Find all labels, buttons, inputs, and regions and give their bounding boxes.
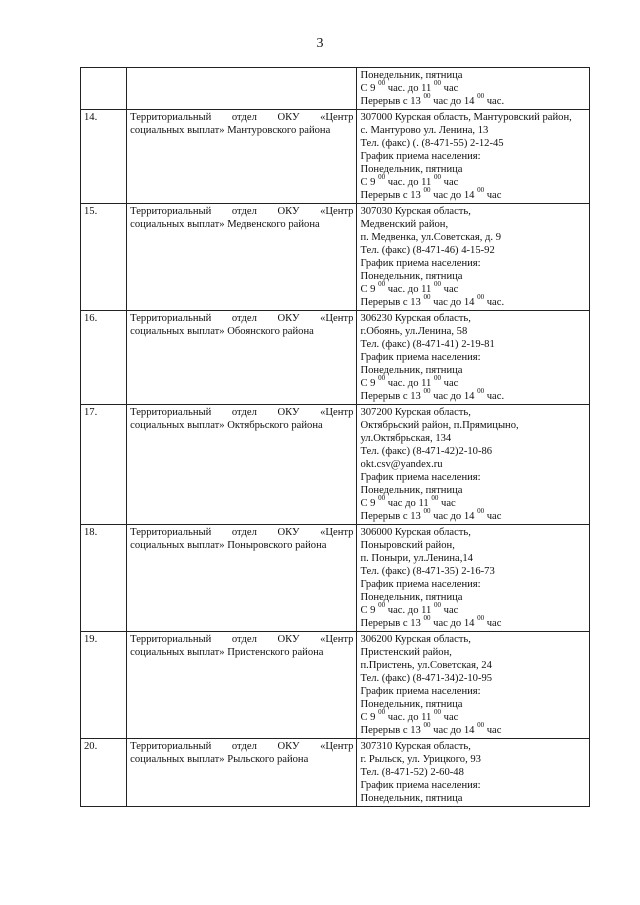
contact-line: Перерыв с 13 $^{00}$ час до 14 $^{00}$ час. <box>360 387 505 402</box>
superscript-minutes: 00 <box>477 507 485 516</box>
row-number: 14. <box>81 110 127 204</box>
contact-line: Тел. (факс) (8-471-46) 4-15-92 <box>360 245 495 256</box>
superscript-minutes: 00 <box>423 614 431 623</box>
office-contacts <box>357 204 590 311</box>
office-contacts <box>357 405 590 525</box>
contact-line: График приема населения: <box>360 258 481 269</box>
superscript-minutes: 00 <box>477 293 485 302</box>
superscript-minutes: 00 <box>434 708 441 717</box>
contact-line: Понедельник, пятница <box>360 485 463 496</box>
contact-line: Понедельник, пятница <box>360 793 463 804</box>
contact-line: С 9 $^{00}$ час. до 11 $^{00}$ час <box>360 79 459 94</box>
contact-line: п. Поныри, ул.Ленина,14 <box>360 553 473 564</box>
superscript-minutes: 00 <box>423 721 431 730</box>
contact-line: Октябрьский район, п.Прямицыно, <box>360 420 519 431</box>
superscript-minutes: 00 <box>423 387 431 396</box>
superscript-minutes: 00 <box>378 280 386 289</box>
row-number <box>81 68 127 110</box>
contact-line: С 9 $^{00}$ час. до 11 $^{00}$ час <box>360 374 459 389</box>
contact-line: 306230 Курская область, <box>360 313 471 324</box>
contact-line: Перерыв с 13 $^{00}$ час до 14 $^{00}$ час. <box>360 92 505 107</box>
contact-line: Понедельник, пятница <box>360 699 463 710</box>
contact-line: г. Рыльск, ул. Урицкого, 93 <box>360 754 481 765</box>
superscript-minutes: 00 <box>378 374 386 383</box>
contact-line: Тел. (8-471-52) 2-60-48 <box>360 767 464 778</box>
table-row <box>81 405 590 525</box>
superscript-minutes: 00 <box>477 721 485 730</box>
superscript-minutes: 00 <box>477 387 485 396</box>
superscript-minutes: 00 <box>477 614 485 623</box>
contact-line: С 9 $^{00}$ час. до 11 $^{00}$ час <box>360 173 459 188</box>
contact-line: 307030 Курская область, <box>360 206 471 217</box>
table-row <box>81 739 590 807</box>
contact-line: 306200 Курская область, <box>360 634 471 645</box>
table-row <box>81 525 590 632</box>
table-row <box>81 68 590 110</box>
contact-line: Поныровский район, <box>360 540 455 551</box>
contact-line: г.Обоянь, ул.Ленина, 58 <box>360 326 468 337</box>
office-name: Территориальный отдел ОКУ «Центр социальных выплат» Октябрьского района <box>127 405 357 525</box>
superscript-minutes: 00 <box>477 92 485 101</box>
contact-line: п. Медвенка, ул.Советская, д. 9 <box>360 232 502 243</box>
office-contacts <box>357 525 590 632</box>
table-row <box>81 110 590 204</box>
contact-line: График приема населения: <box>360 579 481 590</box>
contact-line: График приема населения: <box>360 472 481 483</box>
table-row <box>81 311 590 405</box>
contact-line: Тел. (факс) (8-471-35) 2-16-73 <box>360 566 495 577</box>
contact-line: График приема населения: <box>360 151 481 162</box>
superscript-minutes: 00 <box>434 173 441 182</box>
office-contacts <box>357 110 590 204</box>
superscript-minutes: 00 <box>378 79 386 88</box>
row-number: 18. <box>81 525 127 632</box>
contact-line: С 9 $^{00}$ час до 11 $^{00}$ час <box>360 494 456 509</box>
superscript-minutes: 00 <box>378 173 386 182</box>
contact-line: ул.Октябрьская, 134 <box>360 433 452 444</box>
row-number: 17. <box>81 405 127 525</box>
contact-line: Перерыв с 13 $^{00}$ час до 14 $^{00}$ час <box>360 507 502 522</box>
contact-line: График приема населения: <box>360 686 481 697</box>
office-name: Территориальный отдел ОКУ «Центр социальных выплат» Мантуровского района <box>127 110 357 204</box>
contact-line: 307000 Курская область, Мантуровский район, <box>360 112 572 123</box>
table-row <box>81 632 590 739</box>
row-number: 19. <box>81 632 127 739</box>
contact-line: Перерыв с 13 $^{00}$ час до 14 $^{00}$ час <box>360 186 502 201</box>
office-name <box>127 68 357 110</box>
contact-line: Тел. (факс) (. (8-471-55) 2-12-45 <box>360 138 504 149</box>
contact-line: Понедельник, пятница <box>360 365 463 376</box>
contact-line: Перерыв с 13 $^{00}$ час до 14 $^{00}$ час <box>360 721 502 736</box>
contact-line: п.Пристень, ул.Советская, 24 <box>360 660 492 671</box>
superscript-minutes: 00 <box>434 374 441 383</box>
office-name: Территориальный отдел ОКУ «Центр социальных выплат» Поныровского района <box>127 525 357 632</box>
contact-line: okt.csv@yandex.ru <box>360 459 443 470</box>
offices-table-body <box>81 68 590 807</box>
contact-line: Пристенский район, <box>360 647 452 658</box>
contact-line: Понедельник, пятница <box>360 271 463 282</box>
office-contacts <box>357 739 590 807</box>
office-contacts <box>357 311 590 405</box>
contact-line: с. Мантурово ул. Ленина, 13 <box>360 125 489 136</box>
contact-line: С 9 $^{00}$ час. до 11 $^{00}$ час <box>360 601 459 616</box>
superscript-minutes: 00 <box>477 186 485 195</box>
contact-line: Понедельник, пятница <box>360 70 463 81</box>
superscript-minutes: 00 <box>378 708 386 717</box>
contact-line: С 9 $^{00}$ час. до 11 $^{00}$ час <box>360 280 459 295</box>
contact-line: Перерыв с 13 $^{00}$ час до 14 $^{00}$ час. <box>360 293 505 308</box>
row-number: 20. <box>81 739 127 807</box>
superscript-minutes: 00 <box>431 494 439 503</box>
contact-line: 307310 Курская область, <box>360 741 471 752</box>
superscript-minutes: 00 <box>434 280 441 289</box>
office-name: Территориальный отдел ОКУ «Центр социальных выплат» Медвенского района <box>127 204 357 311</box>
superscript-minutes: 00 <box>423 186 431 195</box>
superscript-minutes: 00 <box>423 92 431 101</box>
contact-line: Тел. (факс) (8-471-34)2-10-95 <box>360 673 493 684</box>
superscript-minutes: 00 <box>423 507 431 516</box>
superscript-minutes: 00 <box>434 79 441 88</box>
contact-line: График приема населения: <box>360 352 481 363</box>
contact-line: График приема населения: <box>360 780 481 791</box>
contact-line: Понедельник, пятница <box>360 592 463 603</box>
page-number: 3 <box>316 36 324 51</box>
contact-line: Тел. (факс) (8-471-42)2-10-86 <box>360 446 493 457</box>
offices-table <box>80 67 590 807</box>
superscript-minutes: 00 <box>378 494 386 503</box>
contact-line: 306000 Курская область, <box>360 527 471 538</box>
superscript-minutes: 00 <box>378 601 386 610</box>
contact-line: С 9 $^{00}$ час. до 11 $^{00}$ час <box>360 708 459 723</box>
office-contacts <box>357 68 590 110</box>
office-name: Территориальный отдел ОКУ «Центр социальных выплат» Обоянского района <box>127 311 357 405</box>
contact-line: Перерыв с 13 $^{00}$ час до 14 $^{00}$ час <box>360 614 502 629</box>
office-contacts <box>357 632 590 739</box>
office-name: Территориальный отдел ОКУ «Центр социальных выплат» Рыльского района <box>127 739 357 807</box>
row-number: 15. <box>81 204 127 311</box>
superscript-minutes: 00 <box>423 293 431 302</box>
table-row <box>81 204 590 311</box>
contact-line: Понедельник, пятница <box>360 164 463 175</box>
row-number: 16. <box>81 311 127 405</box>
superscript-minutes: 00 <box>434 601 441 610</box>
contact-line: 307200 Курская область, <box>360 407 471 418</box>
contact-line: Медвенский район, <box>360 219 449 230</box>
contact-line: Тел. (факс) (8-471-41) 2-19-81 <box>360 339 495 350</box>
office-name: Территориальный отдел ОКУ «Центр социальных выплат» Пристенского района <box>127 632 357 739</box>
